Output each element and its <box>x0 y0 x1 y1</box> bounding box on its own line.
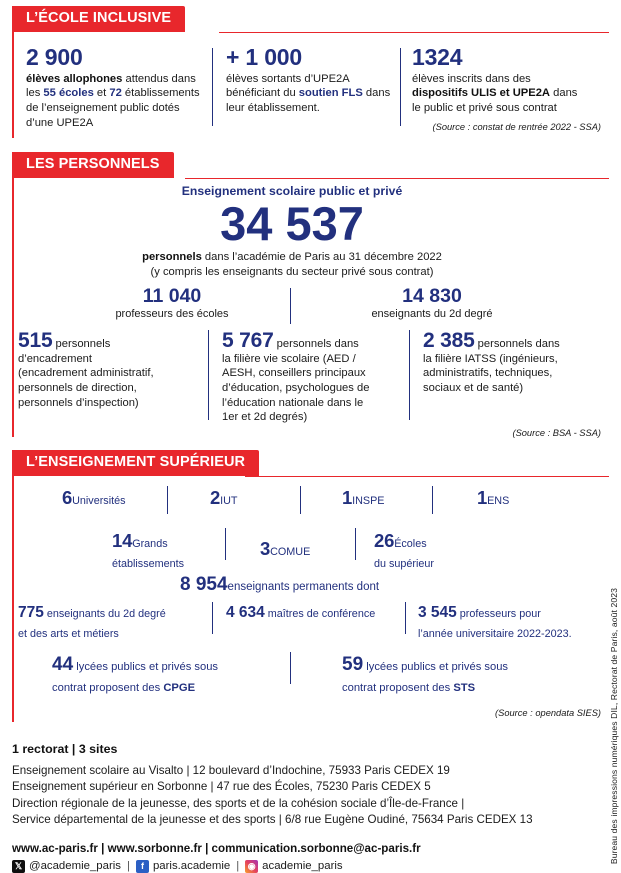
stat-block-iatss <box>423 330 608 396</box>
banner-rule <box>185 178 609 179</box>
stat-line1: lycées publics et privés sous <box>363 661 509 673</box>
stat-description <box>18 330 193 410</box>
stat-number: 14 830 <box>402 285 462 307</box>
stat-label-2: du supérieur <box>374 557 435 570</box>
stat-desc-text-6: d’une UPE2A <box>26 116 94 129</box>
stat-desc-bold-1: élèves allophones <box>26 72 123 85</box>
stat-line2: la filière IATSS (ingénieurs, <box>423 352 558 365</box>
stat-inspe <box>342 487 385 510</box>
section-banner-enseignement-superieur: L’ENSEIGNEMENT SUPÉRIEUR <box>12 450 259 476</box>
stat-inline: personnels <box>52 338 111 350</box>
footer-address-4: Service départemental de la jeunesse et des sports | 6/8 rue Eugène Oudiné, 75634 Paris CEDEX 13 <box>12 813 533 827</box>
stat-number: 1 <box>342 487 353 508</box>
stat-line2-bold: STS <box>453 681 476 694</box>
stat-line3: administratifs, techniques, <box>423 367 553 380</box>
stat-line5: l’éducation nationale dans le <box>222 396 364 409</box>
column-divider <box>300 486 301 514</box>
column-divider <box>167 486 168 514</box>
stat-inline: personnels dans <box>273 338 359 350</box>
column-divider <box>409 330 410 420</box>
instagram-icon[interactable]: ◉ <box>245 860 258 873</box>
section-banner-les-personnels: LES PERSONNELS <box>12 152 174 178</box>
section-enseignement-superieur <box>12 450 609 722</box>
stat-label: Grands <box>132 538 168 550</box>
stat-number: 59 <box>342 654 364 675</box>
stat-ecoles-superieur <box>374 530 434 572</box>
stat-number: 1324 <box>412 44 463 70</box>
stat-desc-text-2: les <box>26 87 44 100</box>
column-divider <box>432 486 433 514</box>
stat-block-professeurs-ecoles <box>62 286 282 320</box>
stat-line5: personnels d’inspection) <box>18 396 139 409</box>
section-ecole-inclusive <box>12 6 609 138</box>
stat-maitres-conference <box>226 603 401 623</box>
stat-inline: personnels dans <box>474 338 560 350</box>
stat-label: Universités <box>72 495 126 507</box>
section-banner-ecole-inclusive: L’ÉCOLE INCLUSIVE <box>12 6 185 32</box>
footer-address-2: Enseignement supérieur en Sorbonne | 47 rue des Écoles, 75230 Paris CEDEX 5 <box>12 780 431 794</box>
stat-desc-bold-1: dispositifs ULIS et UPE2A <box>412 87 551 100</box>
stat-label: ENS <box>487 495 510 507</box>
stat-description <box>26 72 211 130</box>
stat-number: 1 <box>477 487 488 508</box>
column-divider <box>355 528 356 560</box>
headline-block <box>12 184 572 279</box>
stat-line3: AESH, conseillers principaux <box>222 367 366 380</box>
headline-sub-line2: (y compris les enseignants du secteur privé sous contrat) <box>150 265 434 278</box>
stat-line2-pre: contrat proposent des <box>342 681 454 694</box>
stat-desc-text-4: leur établissement. <box>226 102 320 115</box>
footer-web-links[interactable]: www.ac-paris.fr | www.sorbonne.fr | communication.sorbonne@ac-paris.fr <box>12 841 421 855</box>
stat-lycees-cpge <box>52 653 262 697</box>
stat-lycees-sts <box>342 653 557 697</box>
stat-line1: enseignants du 2d degré <box>43 608 166 620</box>
headline-number: 34 537 <box>220 197 364 250</box>
stat-line2: la filière vie scolaire (AED / <box>222 352 356 365</box>
stat-number: 8 954 <box>180 574 228 595</box>
stat-number: 775 <box>18 604 44 621</box>
stat-block-eleves-allophones <box>26 46 211 130</box>
stat-line2: d’encadrement <box>18 352 93 365</box>
stat-desc-text-3: dans <box>362 87 391 100</box>
stat-label: enseignants du 2d degré <box>371 308 493 321</box>
social-separator-1: | <box>126 860 130 873</box>
stat-desc-text-3: et <box>93 87 110 100</box>
stat-block-enseignants-2d-degre <box>312 286 552 320</box>
source-note: (Source : opendata SIES) <box>495 708 601 718</box>
stat-block-eleves-sortants <box>226 46 406 116</box>
stat-description <box>222 330 402 425</box>
stat-block-vie-scolaire <box>222 330 402 425</box>
stat-ens <box>477 487 509 510</box>
x-handle[interactable]: @academie_paris <box>29 860 121 873</box>
instagram-handle[interactable]: academie_paris <box>262 860 343 873</box>
stat-line4: d’éducation, psychologues de <box>222 381 370 394</box>
stat-label-2: établissements <box>112 557 185 570</box>
stat-description <box>226 72 406 116</box>
stat-number: 3 545 <box>418 604 457 621</box>
x-twitter-icon[interactable]: 𝕏 <box>12 860 25 873</box>
stat-label: enseignants permanents dont <box>227 581 380 593</box>
stat-line2: l’année universitaire 2022-2023. <box>418 628 572 641</box>
stat-number: + 1 000 <box>226 44 302 70</box>
column-divider <box>212 48 213 126</box>
stat-number: 2 <box>210 487 221 508</box>
stat-professeurs-annee <box>418 603 608 643</box>
stat-desc-text-2: bénéficiant du <box>226 87 299 100</box>
stat-label: IUT <box>220 495 238 507</box>
stat-label: COMUE <box>270 546 311 558</box>
social-separator-2: | <box>236 860 240 873</box>
stat-desc-text-5: de l’enseignement public dotés <box>26 102 180 115</box>
headline-title: Enseignement scolaire public et privé <box>181 184 403 198</box>
stat-line2: et des arts et métiers <box>18 628 119 641</box>
footer-block <box>12 742 592 873</box>
stat-number: 3 <box>260 538 271 559</box>
stat-line3: (encadrement administratif, <box>18 367 154 380</box>
stat-number: 14 <box>112 530 133 551</box>
stat-line2-bold: CPGE <box>163 681 196 694</box>
stat-grands-etablissements <box>112 530 184 572</box>
stat-number: 515 <box>18 329 53 352</box>
headline-sub-bold: personnels <box>142 251 202 264</box>
stat-number: 5 767 <box>222 329 274 352</box>
vertical-print-credit: Bureau des impressions numériques DIL, Rectorat de Paris, août 2023 <box>609 587 619 864</box>
section-left-rail <box>12 450 14 722</box>
stat-desc-bold-3: 72 <box>109 87 122 100</box>
stat-number: 2 385 <box>423 329 475 352</box>
stat-desc-bold-1: soutien FLS <box>298 87 363 100</box>
stat-universites <box>62 487 126 510</box>
banner-rule <box>219 32 609 33</box>
stat-desc-text-1: élèves sortants d’UPE2A <box>226 72 350 85</box>
stat-line2-pre: contrat proposent des <box>52 681 164 694</box>
stat-iut <box>210 487 238 510</box>
headline-subtext <box>12 250 572 279</box>
stat-line1: lycées publics et privés sous <box>73 661 219 673</box>
footer-address-1: Enseignement scolaire au Visalto | 12 boulevard d’Indochine, 75933 Paris CEDEX 19 <box>12 764 450 777</box>
section-les-personnels <box>12 152 609 437</box>
stat-number: 11 040 <box>142 285 202 307</box>
stat-number: 4 634 <box>226 604 265 621</box>
column-divider <box>212 602 213 634</box>
stat-line1: professeurs pour <box>456 608 541 620</box>
stat-label: Écoles <box>394 538 427 550</box>
column-divider <box>208 330 209 420</box>
stat-description <box>423 330 608 396</box>
stat-number: 2 900 <box>26 44 83 70</box>
column-divider <box>290 288 291 324</box>
banner-rule <box>245 476 609 477</box>
facebook-icon[interactable]: f <box>136 860 149 873</box>
stat-desc-text-2: dans <box>550 87 578 100</box>
column-divider <box>225 528 226 560</box>
source-note: (Source : constat de rentrée 2022 - SSA) <box>432 122 601 132</box>
stat-line4: sociaux et de santé) <box>423 381 524 394</box>
stat-number: 6 <box>62 487 73 508</box>
footer-address-3: Direction régionale de la jeunesse, des sports et de la cohésion sociale d’Île-de-France | <box>12 796 465 810</box>
stat-comue <box>260 538 310 561</box>
stat-block-encadrement <box>18 330 193 410</box>
facebook-handle[interactable]: paris.academie <box>152 860 231 873</box>
stat-description <box>412 72 607 116</box>
stat-block-eleves-inscrits <box>412 46 607 116</box>
stat-label: professeurs des écoles <box>115 308 229 321</box>
stat-enseignants-2d-degre-arts <box>18 603 208 643</box>
stat-label: INSPE <box>352 495 385 507</box>
source-note: (Source : BSA - SSA) <box>512 428 601 438</box>
stat-line6: 1er et 2d degrés) <box>222 411 308 424</box>
stat-desc-text-1: attendus dans <box>122 72 196 85</box>
stat-desc-text-1: élèves inscrits dans des <box>412 72 531 85</box>
stat-desc-text-4: établissements <box>121 87 200 100</box>
footer-title: 1 rectorat | 3 sites <box>12 742 118 756</box>
stat-line1: maîtres de conférence <box>264 608 376 620</box>
footer-social-row <box>12 860 592 873</box>
stat-line4: personnels de direction, <box>18 381 137 394</box>
headline-sub-rest: dans l’académie de Paris au 31 décembre 2022 <box>201 251 442 264</box>
stat-number: 26 <box>374 530 395 551</box>
column-divider <box>290 652 291 684</box>
column-divider <box>400 48 401 126</box>
stat-desc-text-3: le public et privé sous contrat <box>412 102 557 115</box>
stat-desc-bold-2: 55 écoles <box>43 87 94 100</box>
stat-number: 44 <box>52 654 74 675</box>
column-divider <box>405 602 406 634</box>
stat-enseignants-permanents <box>180 574 379 596</box>
